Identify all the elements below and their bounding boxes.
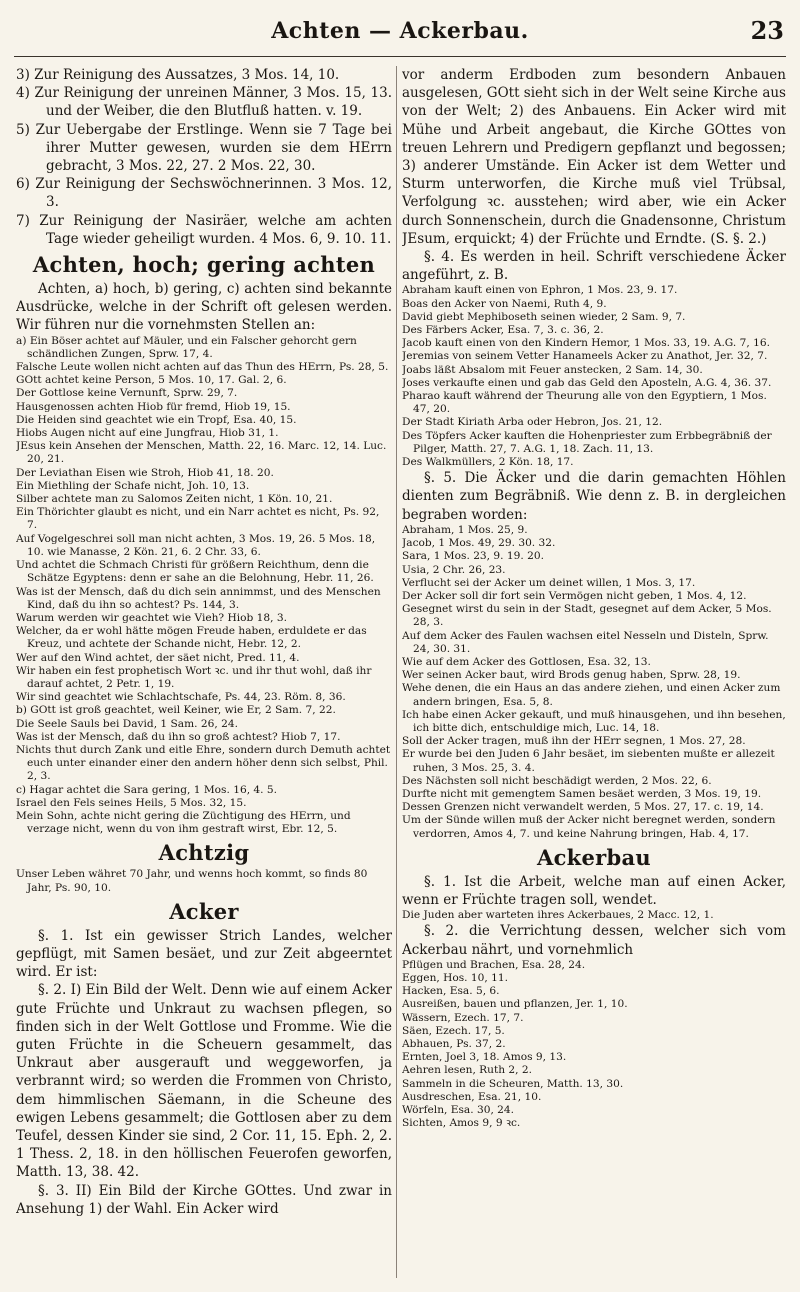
page-header — [0, 14, 800, 50]
scripture-reference: Die Seele Sauls bei David, 1 Sam. 26, 24. — [16, 717, 238, 730]
scripture-reference: Sichten, Amos 9, 9 ꝛc. — [402, 1117, 521, 1130]
right-column — [402, 66, 786, 1284]
scripture-reference: Sara, 1 Mos. 23, 9. 19. 20. — [402, 550, 544, 563]
page-number: 23 — [750, 16, 784, 45]
body-paragraph: §. 4. Es werden in heil. Schrift verschiedene Äcker angeführt, z. B. — [402, 249, 786, 284]
body-paragraph: 3) Zur Reinigung des Aussatzes, 3 Mos. 14, 10. — [16, 67, 340, 83]
scripture-reference: Israel den Fels seines Heils, 5 Mos. 32, 15. — [16, 796, 247, 809]
scripture-reference: Silber achtete man zu Salomos Zeiten nicht, 1 Kön. 10, 21. — [16, 493, 333, 506]
column-divider — [396, 66, 397, 1278]
scripture-reference: Eggen, Hos. 10, 11. — [402, 971, 508, 984]
scripture-reference: Abraham, 1 Mos. 25, 9. — [402, 523, 528, 536]
scripture-reference: Gesegnet wirst du sein in der Stadt, gesegnet auf dem Acker, 5 Mos. 28, 3. — [402, 603, 772, 629]
scripture-reference: Wir haben ein fest prophetisch Wort ꝛc. und ihr thut wohl, daß ihr darauf achtet, 2 Petr. 1, 19. — [16, 664, 372, 690]
scripture-reference: Jacob, 1 Mos. 49, 29. 30. 32. — [402, 537, 556, 550]
scripture-reference: Auf Vogelgeschrei soll man nicht achten, 3 Mos. 19, 26. 5 Mos. 18, 10. wie Manasse, 2 Kön. 21, 6. 2 Chr. 33, 6. — [16, 532, 376, 558]
scripture-reference: Des Nächsten soll nicht beschädigt werden, 2 Mos. 22, 6. — [402, 774, 712, 787]
scripture-reference: Des Walkmüllers, 2 Kön. 18, 17. — [402, 456, 574, 469]
section-heading: Acker — [169, 898, 239, 924]
scripture-reference: Wässern, Ezech. 17, 7. — [402, 1011, 524, 1024]
scripture-reference: Des Töpfers Acker kauften die Hohenpriester zum Erbbegräbniß der Pilger, Matth. 27, 7. A.G. 1, 18. Zach. 11, 13. — [402, 429, 772, 455]
scripture-reference: Wörfeln, Esa. 30, 24. — [402, 1104, 515, 1117]
header-rule — [14, 56, 786, 57]
scripture-reference: Dessen Grenzen nicht verwandelt werden, 5 Mos. 27, 17. c. 19, 14. — [402, 801, 764, 814]
scripture-reference: Hausgenossen achten Hiob für fremd, Hiob 19, 15. — [16, 400, 291, 413]
body-paragraph: §. 1. Ist die Arbeit, welche man auf einen Acker, wenn er Früchte tragen soll, wendet. — [402, 873, 786, 908]
scripture-reference: Des Färbers Acker, Esa. 7, 3. c. 36, 2. — [402, 324, 604, 337]
scripture-reference: Wir sind geachtet wie Schlachtschafe, Ps. 44, 23. Röm. 8, 36. — [16, 691, 346, 704]
scripture-reference: Unser Leben währet 70 Jahr, und wenns hoch kommt, so finds 80 Jahr, Ps. 90, 10. — [16, 868, 368, 894]
scripture-reference: Wie auf dem Acker des Gottlosen, Esa. 32, 13. — [402, 655, 651, 668]
scripture-reference: Aehren lesen, Ruth 2, 2. — [402, 1064, 533, 1077]
section-heading: Achten, hoch; gering achten — [32, 252, 376, 278]
scripture-reference: Ausdreschen, Esa. 21, 10. — [402, 1090, 542, 1103]
scripture-reference: Was ist der Mensch, daß du dich sein annimmst, und des Menschen Kind, daß du ihn so achtest? Ps. 144, 3. — [16, 585, 381, 611]
section-heading: Achtzig — [158, 840, 250, 866]
section-heading: Ackerbau — [536, 844, 651, 870]
scripture-reference: c) Hagar achtet die Sara gering, 1 Mos. 16, 4. 5. — [16, 783, 278, 796]
scripture-reference: b) GOtt ist groß geachtet, weil Keiner, wie Er, 2 Sam. 7, 22. — [16, 704, 336, 717]
scripture-reference: Hacken, Esa. 5, 6. — [402, 985, 500, 998]
scripture-reference: Wehe denen, die ein Haus an das andere ziehen, und einen Acker zum andern bringen, Esa. 5, 8. — [402, 682, 781, 708]
scripture-reference: Jacob kauft einen von den Kindern Hemor, 1 Mos. 33, 19. A.G. 7, 16. — [402, 337, 770, 350]
scripture-reference: Er wurde bei den Juden 6 Jahr besäet, im siebenten mußte er allezeit ruhen, 3 Mos. 25, 3. 4. — [402, 748, 775, 774]
scripture-reference: Pflügen und Brachen, Esa. 28, 24. — [402, 958, 586, 971]
scripture-reference: Ein Miethling der Schafe nicht, Joh. 10, 13. — [16, 479, 250, 492]
body-paragraph: 4) Zur Reinigung der unreinen Männer, 3 Mos. 15, 13. und der Weiber, die den Blutfluß hatten. v. 19. — [16, 85, 392, 120]
scripture-reference: Hiobs Augen nicht auf eine Jungfrau, Hiob 31, 1. — [16, 427, 279, 440]
body-paragraph: §. 5. Die Äcker und die darin gemachten Höhlen dienten zum Begräbniß. Wie denn z. B. in dergleichen begraben worden: — [402, 470, 786, 523]
scripture-reference: Nichts thut durch Zank und eitle Ehre, sondern durch Demuth achtet euch unter einander einer den andern höher denn sich selbst, Phil. 2, 3. — [16, 743, 391, 783]
scripture-reference: Ausreißen, bauen und pflanzen, Jer. 1, 10. — [402, 998, 628, 1011]
scripture-reference: Die Juden aber warteten ihres Ackerbaues, 2 Macc. 12, 1. — [402, 909, 714, 922]
scripture-reference: Sammeln in die Scheuren, Matth. 13, 30. — [402, 1077, 624, 1090]
scripture-reference: Der Acker soll dir fort sein Vermögen nicht geben, 1 Mos. 4, 12. — [402, 589, 747, 602]
body-paragraph: 7) Zur Reinigung der Nasiräer, welche am achten Tage wieder geheiligt wurden. 4 Mos. 6, 9. 10. 11. — [16, 212, 392, 247]
scripture-reference: Durfte nicht mit gemengtem Samen besäet werden, 3 Mos. 19, 19. — [402, 787, 762, 800]
scripture-reference: Die Heiden sind geachtet wie ein Tropf, Esa. 40, 15. — [16, 413, 297, 426]
scripture-reference: Boas den Acker von Naemi, Ruth 4, 9. — [402, 297, 607, 310]
scripture-reference: Falsche Leute wollen nicht achten auf das Thun des HErrn, Ps. 28, 5. — [16, 361, 389, 374]
running-title: Achten — Ackerbau. — [271, 18, 529, 44]
scripture-reference: Joabs läßt Absalom mit Feuer anstecken, 2 Sam. 14, 30. — [402, 363, 703, 376]
body-paragraph: Achten, a) hoch, b) gering, c) achten sind bekannte Ausdrücke, welche in der Schrift oft gelesen werden. Wir führen nur die vornehmsten Stellen an: — [16, 281, 392, 334]
scripture-reference: Was ist der Mensch, daß du ihn so groß achtest? Hiob 7, 17. — [16, 730, 341, 743]
body-paragraph: 5) Zur Uebergabe der Erstlinge. Wenn sie 7 Tage bei ihrer Mutter gewesen, wurden sie dem HErrn gebracht, 3 Mos. 22, 27. 2 Mos. 22, 30. — [16, 121, 392, 175]
scripture-reference: Säen, Ezech. 17, 5. — [402, 1024, 505, 1037]
scripture-reference: Ernten, Joel 3, 18. Amos 9, 13. — [402, 1051, 567, 1064]
scripture-reference: Joses verkaufte einen und gab das Geld den Aposteln, A.G. 4, 36. 37. — [402, 376, 772, 389]
scripture-reference: Auf dem Acker des Faulen wachsen eitel Nesseln und Disteln, Sprw. 24, 30. 31. — [402, 629, 769, 655]
scripture-reference: Pharao kauft während der Theurung alle von den Egyptiern, 1 Mos. 47, 20. — [402, 390, 767, 416]
body-paragraph: 6) Zur Reinigung der Sechswöchnerinnen. 3 Mos. 12, 3. — [16, 176, 392, 211]
scripture-reference: Der Stadt Kiriath Arba oder Hebron, Jos. 21, 12. — [402, 416, 663, 429]
scripture-reference: Abraham kauft einen von Ephron, 1 Mos. 23, 9. 17. — [402, 284, 678, 297]
body-paragraph: vor anderm Erdboden zum besondern Anbauen ausgelesen, GOtt sieht sich in der Welt seine Kirche aus von der Welt; 2) des Anbauens. Ein Acker wird mit Mühe und Arbeit angebaut, die Kirche GOttes von treuen Lehrern und Predigern gepflanzt und begossen; 3) anderer Umstände. Ein Acker ist dem Wetter und Sturm unterworfen, die Kirche muß viel Trübsal, Verfolgung ꝛc. ausstehen; wird aber, wie ein Acker durch Sonnenschein, durch die Gnadensonne, Christum JEsum, erquickt; 4) der Früchte und Erndte. (S. §. 2.) — [402, 67, 786, 247]
scripture-reference: a) Ein Böser achtet auf Mäuler, und ein Falscher gehorcht gern schändlichen Zungen, Sprw. 17, 4. — [16, 334, 357, 360]
body-paragraph: §. 2. die Verrichtung dessen, welcher sich vom Ackerbau nährt, und vornehmlich — [402, 923, 786, 958]
scripture-reference: Jeremias von seinem Vetter Hanameels Acker zu Anathot, Jer. 32, 7. — [402, 350, 768, 363]
scripture-reference: Soll der Acker tragen, muß ihn der HErr segnen, 1 Mos. 27, 28. — [402, 735, 746, 748]
left-column — [16, 66, 392, 1284]
scripture-reference: JEsus kein Ansehen der Menschen, Matth. 22, 16. Marc. 12, 14. Luc. 20, 21. — [16, 440, 387, 466]
scripture-reference: Und achtet die Schmach Christi für größern Reichthum, denn die Schätze Egyptens: denn er sahe an die Belohnung, Hebr. 11, 26. — [16, 559, 374, 585]
scripture-reference: Um der Sünde willen muß der Acker nicht beregnet werden, sondern verdorren, Amos 4, 7. und keine Nahrung bringen, Hab. 4, 17. — [402, 814, 776, 840]
scripture-reference: David giebt Mephiboseth seinen wieder, 2 Sam. 9, 7. — [402, 310, 686, 323]
scripture-reference: Mein Sohn, achte nicht gering die Züchtigung des HErrn, und verzage nicht, wenn du von ihm gestraft wirst, Ebr. 12, 5. — [16, 809, 351, 836]
scripture-reference: Usia, 2 Chr. 26, 23. — [402, 563, 506, 576]
scripture-reference: Welcher, da er wohl hätte mögen Freude haben, erduldete er das Kreuz, und achtete der Schande nicht, Hebr. 12, 2. — [16, 625, 367, 651]
scripture-reference: Verflucht sei der Acker um deinet willen, 1 Mos. 3, 17. — [402, 576, 696, 589]
scripture-reference: Ein Thörichter glaubt es nicht, und ein Narr achtet es nicht, Ps. 92, 7. — [16, 506, 380, 532]
scripture-reference: Abhauen, Ps. 37, 2. — [402, 1038, 506, 1050]
body-paragraph: §. 2. I) Ein Bild der Welt. Denn wie auf einem Acker gute Früchte und Unkraut zu wachsen pflegen, so finden sich in der Welt Gottlose und Fromme. Wie die guten Früchte in die Scheuern gesammelt, das Unkraut aber ausgerauft und weggeworfen, ja verbrannt wird; so werden die Frommen von Christo, dem himmlischen Säemann, in die Scheune des ewigen Lebens gesammelt; die Gottlosen aber zu dem Teufel, dessen Kinder sie sind, 2 Cor. 11, 15. Eph. 2, 2. 1 Thess. 2, 18. in den höllischen Feuerofen geworfen, Matth. 13, 38. 42. — [16, 982, 392, 1181]
scripture-reference: Der Leviathan Eisen wie Stroh, Hiob 41, 18. 20. — [16, 466, 274, 479]
scripture-reference: Wer seinen Acker baut, wird Brods genug haben, Sprw. 28, 19. — [402, 669, 741, 682]
scripture-reference: GOtt achtet keine Person, 5 Mos. 10, 17. Gal. 2, 6. — [16, 374, 287, 387]
scripture-reference: Warum werden wir geachtet wie Vieh? Hiob 18, 3. — [16, 611, 287, 624]
body-paragraph: §. 1. Ist ein gewisser Strich Landes, welcher gepflügt, mit Samen besäet, und zur Zeit abgeerntet wird. Er ist: — [16, 927, 392, 981]
scripture-reference: Wer auf den Wind achtet, der säet nicht, Pred. 11, 4. — [16, 651, 300, 664]
body-paragraph: §. 3. II) Ein Bild der Kirche GOttes. Und zwar in Ansehung 1) der Wahl. Ein Acker wird — [16, 1182, 392, 1217]
scripture-reference: Der Gottlose keine Vernunft, Sprw. 29, 7. — [16, 387, 238, 400]
scripture-reference: Ich habe einen Acker gekauft, und muß hinausgehen, und ihn besehen, ich bitte dich, entschuldige mich, Luc. 14, 18. — [402, 708, 786, 734]
